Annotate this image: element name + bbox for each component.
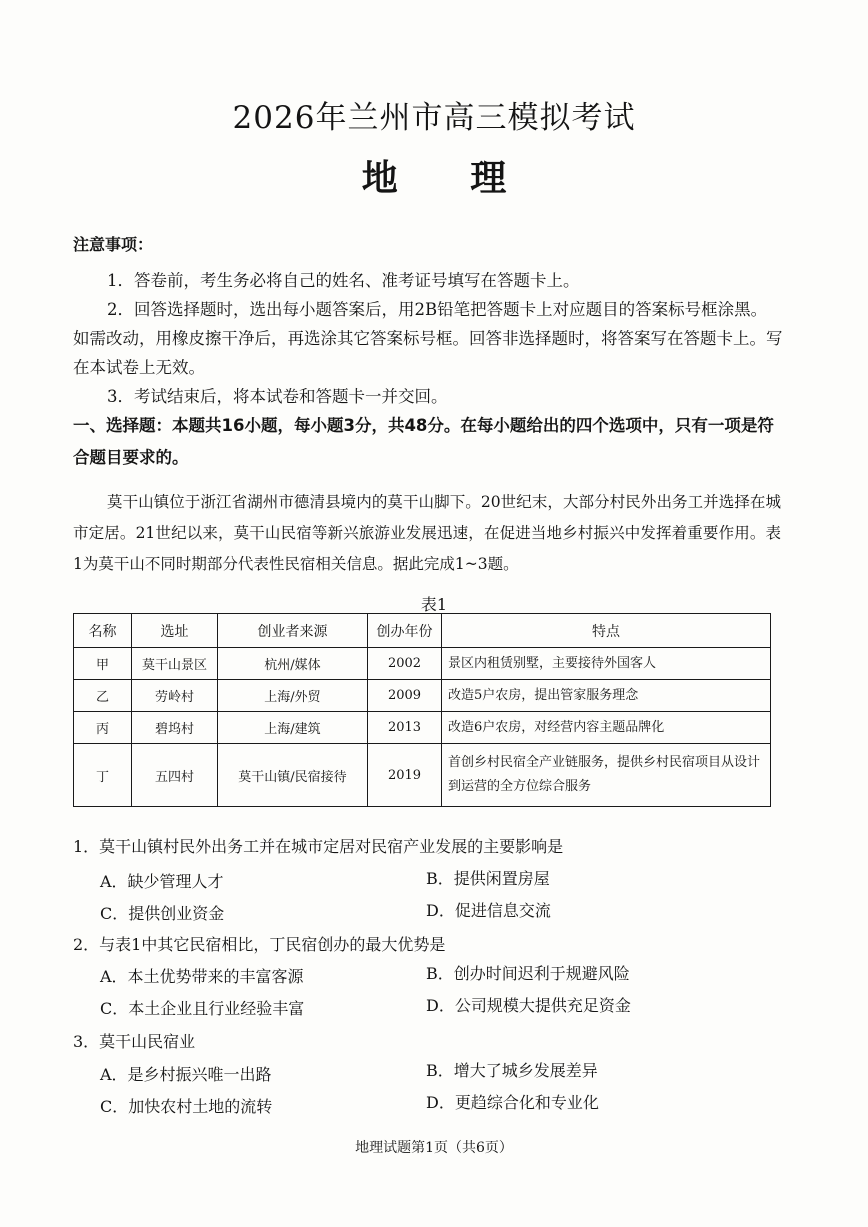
cell-site: 莫干山景区 [132, 648, 218, 680]
table-row [74, 744, 771, 807]
table-row [74, 680, 771, 712]
cell-feature: 改造6户农房，对经营内容主题品牌化 [442, 712, 771, 744]
cell-feature: 景区内租赁别墅，主要接待外国客人 [442, 648, 771, 680]
answer-option: B．创办时间迟利于规避风险 [426, 964, 630, 983]
column-header: 创办年份 [368, 614, 442, 648]
answer-option: B．提供闲置房屋 [426, 869, 550, 888]
reading-passage: 莫干山镇位于浙江省湖州市德清县境内的莫干山脚下。20世纪末，大部分村民外出务工并选择在城市定居。21世纪以来，莫干山民宿等新兴旅游业发展迅速，在促进当地乡村振兴中发挥着重要作用。表1为莫干山不同时期部分代表性民宿相关信息。据此完成1~3题。 [73, 493, 781, 573]
cell-year: 2002 [368, 648, 442, 680]
answer-option: A．本土优势带来的丰富客源 [100, 967, 304, 986]
cell-feature: 改造5户农房，提出管家服务理念 [442, 680, 771, 712]
answer-option: C．提供创业资金 [100, 904, 225, 923]
answer-option: C．加快农村土地的流转 [100, 1097, 273, 1116]
table-row [74, 712, 771, 744]
question-stem: 1．莫干山镇村民外出务工并在城市定居对民宿产业发展的主要影响是 [73, 837, 564, 856]
cell-founder: 上海/外贸 [218, 680, 368, 712]
notice-list [73, 266, 783, 411]
cell-site: 五四村 [132, 744, 218, 807]
column-header: 特点 [442, 614, 771, 648]
column-header: 名称 [74, 614, 132, 648]
column-header: 选址 [132, 614, 218, 648]
table-row [74, 648, 771, 680]
cell-name: 甲 [74, 648, 132, 680]
cell-founder: 上海/建筑 [218, 712, 368, 744]
notice-item: 3．考试结束后，将本试卷和答题卡一并交回。 [107, 387, 448, 406]
cell-name: 丙 [74, 712, 132, 744]
notice-heading: 注意事项： [73, 235, 154, 254]
answer-option: D．公司规模大提供充足资金 [426, 996, 631, 1015]
answer-option: D．更趋综合化和专业化 [426, 1093, 599, 1112]
answer-option: D．促进信息交流 [426, 901, 551, 920]
cell-year: 2009 [368, 680, 442, 712]
notice-item: 1．答卷前，考生务必将自己的姓名、准考证号填写在答题卡上。 [107, 271, 580, 290]
answer-option: A．缺少管理人才 [100, 872, 224, 891]
cell-name: 乙 [74, 680, 132, 712]
cell-site: 碧坞村 [132, 712, 218, 744]
subject-title: 地 理 [361, 157, 537, 199]
cell-feature: 首创乡村民宿全产业链服务，提供乡村民宿项目从设计到运营的全方位综合服务 [442, 744, 771, 807]
notice-item: 2．回答选择题时，选出每小题答案后，用2B铅笔把答题卡上对应题目的答案标号框涂黑。如需改动，用橡皮擦干净后，再选涂其它答案标号框。回答非选择题时，将答案写在答题卡上。写在本试卷上无效。 [73, 300, 783, 377]
question-stem: 2．与表1中其它民宿相比，丁民宿创办的最大优势是 [73, 935, 446, 954]
section-heading: 一、选择题：本题共16小题，每小题3分，共48分。在每小题给出的四个选项中，只有一项是符合题目要求的。 [73, 416, 774, 467]
cell-founder: 杭州/媒体 [218, 648, 368, 680]
table-header-row [74, 614, 771, 648]
cell-founder: 莫干山镇/民宿接待 [218, 744, 368, 807]
exam-title: 2026年兰州市高三模拟考试 [232, 100, 636, 136]
cell-name: 丁 [74, 744, 132, 807]
homestay-table [73, 613, 771, 807]
cell-site: 劳岭村 [132, 680, 218, 712]
table-caption: 表1 [420, 595, 448, 614]
cell-year: 2019 [368, 744, 442, 807]
answer-option: B．增大了城乡发展差异 [426, 1061, 598, 1080]
answer-option: A．是乡村振兴唯一出路 [100, 1065, 272, 1084]
answer-option: C．本土企业且行业经验丰富 [100, 999, 305, 1018]
column-header: 创业者来源 [218, 614, 368, 648]
page-footer: 地理试题第1页（共6页） [355, 1140, 513, 1156]
cell-year: 2013 [368, 712, 442, 744]
question-stem: 3．莫干山民宿业 [73, 1032, 196, 1051]
